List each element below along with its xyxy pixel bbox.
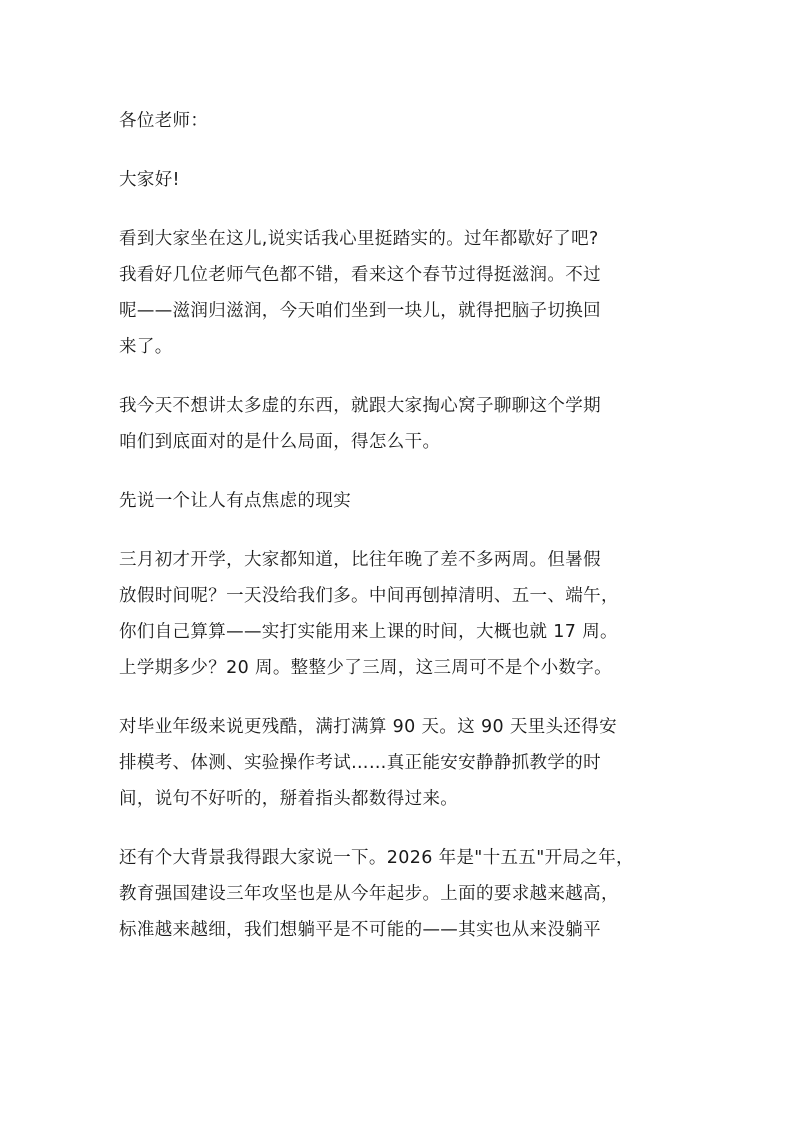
salutation xyxy=(119,103,679,139)
text-line: 三月初才开学，大家都知道，比往年晚了差不多两周。但暑假 xyxy=(119,550,601,570)
text-line: 我今天不想讲太多虚的东西，就跟大家掏心窝子聊聊这个学期 xyxy=(119,396,601,416)
text-line: 看到大家坐在这儿,说实话我心里挺踏实的。过年都歇好了吧? xyxy=(119,229,599,249)
text-line: 呢——滋润归滋润，今天咱们坐到一块儿，就得把脑子切换回 xyxy=(119,301,601,321)
text-line: 来了。 xyxy=(119,337,173,357)
text-line: 咱们到底面对的是什么局面，得怎么干。 xyxy=(119,432,441,452)
text-line: 我看好几位老师气色都不错，看来这个春节过得挺滋润。不过 xyxy=(119,265,601,285)
paragraph-intent xyxy=(119,388,679,460)
text-line: 放假时间呢？一天没给我们多。中间再刨掉清明、五一、端午， xyxy=(119,586,619,606)
text-line: 上学期多少？20 周。整整少了三周，这三周可不是个小数字。 xyxy=(119,658,612,678)
text-line: 排模考、体测、实验操作考试……真正能安安静静抓教学的时 xyxy=(119,753,601,773)
text-line: 对毕业年级来说更残酷，满打满算 90 天。这 90 天里头还得安 xyxy=(119,717,617,737)
text-line: 间，说句不好听的，掰着指头都数得过来。 xyxy=(119,789,459,809)
text-line: 还有个大背景我得跟大家说一下。2026 年是"十五五"开局之年， xyxy=(119,848,634,868)
paragraph-schedule xyxy=(119,542,679,686)
salutation-text: 各位老师： xyxy=(119,111,209,131)
text-line: 标准越来越细，我们想躺平是不可能的——其实也从来没躺平 xyxy=(119,920,601,940)
text-line: 你们自己算算——实打实能用来上课的时间，大概也就 17 周。 xyxy=(119,622,618,642)
section-heading xyxy=(119,483,679,519)
section-heading-text: 先说一个让人有点焦虑的现实 xyxy=(119,491,352,511)
paragraph-opening xyxy=(119,221,679,365)
text-line: 教育强国建设三年攻坚也是从今年起步。上面的要求越来越高， xyxy=(119,884,619,904)
greeting-text: 大家好! xyxy=(119,170,180,190)
paragraph-background xyxy=(119,840,679,948)
greeting xyxy=(119,162,679,198)
paragraph-graduating xyxy=(119,709,679,817)
document-page xyxy=(119,103,679,971)
